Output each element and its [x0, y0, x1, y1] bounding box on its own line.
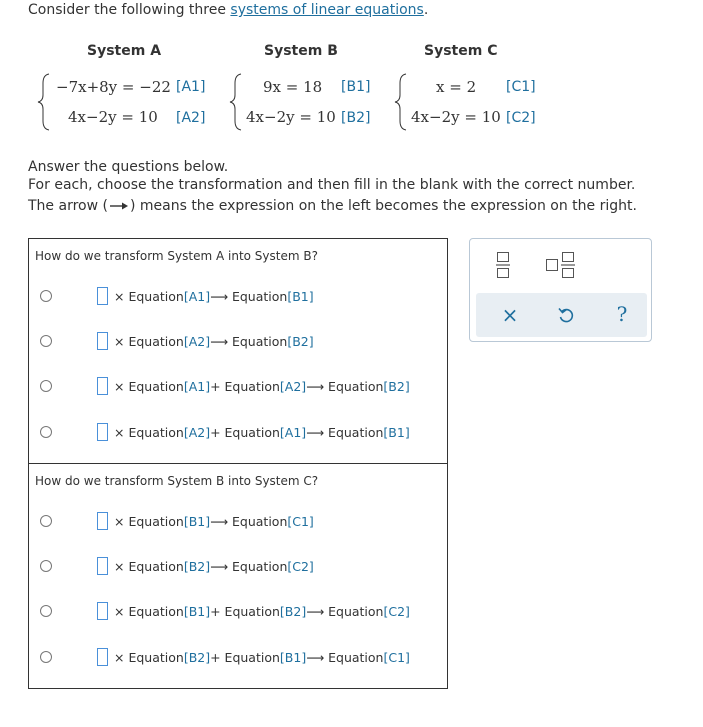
intro-text [28, 2, 428, 18]
question-1-option-2-radio[interactable] [40, 335, 52, 347]
question-1-prompt: How do we transform System A into System B? [35, 249, 318, 263]
math-toolbar-panel [469, 238, 652, 342]
arrow-icon [108, 198, 130, 216]
equation-c2-tag: [C2] [506, 110, 536, 126]
system-c-brace [394, 73, 408, 131]
equation-c1-tag: [C1] [506, 79, 536, 95]
question-1-option-2: × Equation [A2] ⟶ Equation [B2] [97, 332, 314, 350]
question-2-option-4-radio[interactable] [40, 651, 52, 663]
question-1-option-4: × Equation [A2] + Equation [A1] ⟶ Equation [B1] [97, 423, 410, 441]
mixed-number-icon[interactable] [544, 251, 578, 279]
equation-c1: x = 2 [436, 78, 477, 96]
intro-prefix: Consider the following three [28, 2, 231, 18]
question-2-box [28, 463, 448, 689]
question-2-option-2-blank[interactable] [97, 557, 108, 575]
undo-icon[interactable] [554, 303, 578, 327]
system-c-title: System C [424, 43, 498, 59]
instructions-line-2: For each, choose the transformation and then fill in the blank with the correct number. [28, 177, 636, 193]
question-1-option-3: × Equation [A1] + Equation [A2] ⟶ Equation [B2] [97, 377, 410, 395]
help-icon[interactable]: ? [616, 302, 628, 326]
question-1-option-1-radio[interactable] [40, 290, 52, 302]
equation-a1: −7x+8y = −22 [56, 78, 171, 96]
question-2-option-1-blank[interactable] [97, 512, 108, 530]
system-a-brace [37, 73, 51, 131]
system-b-brace [229, 73, 243, 131]
system-a-title: System A [87, 43, 162, 59]
equation-b2-tag: [B2] [341, 110, 371, 126]
clear-icon[interactable]: × [501, 303, 519, 327]
instructions-line-3: The arrow ( ) means the expression on the left becomes the expression on the right. [28, 198, 637, 214]
equation-a2-tag: [A2] [176, 110, 206, 126]
systems-link[interactable]: systems of linear equations [230, 2, 424, 18]
system-b-title: System B [264, 43, 338, 59]
question-1-option-2-blank[interactable] [97, 332, 108, 350]
equation-b1: 9x = 18 [263, 78, 323, 96]
equation-b1-tag: [B1] [341, 79, 371, 95]
question-2-option-4: × Equation [B2] + Equation [B1] ⟶ Equation [C1] [97, 648, 410, 666]
question-1-box [28, 238, 448, 464]
question-2-option-4-blank[interactable] [97, 648, 108, 666]
equation-a1-tag: [A1] [176, 79, 206, 95]
question-1-option-4-blank[interactable] [97, 423, 108, 441]
question-2-option-1: × Equation [B1] ⟶ Equation [C1] [97, 512, 314, 530]
instructions-line-1: Answer the questions below. [28, 159, 229, 175]
question-1-option-1: × Equation [A1] ⟶ Equation [B1] [97, 287, 314, 305]
question-2-prompt: How do we transform System B into System C? [35, 474, 319, 488]
question-2-option-3: × Equation [B1] + Equation [B2] ⟶ Equation [C2] [97, 602, 410, 620]
question-1-option-3-radio[interactable] [40, 380, 52, 392]
equation-b2: 4x−2y = 10 [246, 108, 336, 126]
question-2-option-3-radio[interactable] [40, 605, 52, 617]
question-1-option-4-radio[interactable] [40, 426, 52, 438]
question-2-option-2-radio[interactable] [40, 560, 52, 572]
fraction-icon[interactable] [492, 251, 514, 279]
panel-action-bar [476, 293, 647, 337]
question-2-option-3-blank[interactable] [97, 602, 108, 620]
question-2-option-1-radio[interactable] [40, 515, 52, 527]
instructions [28, 158, 637, 215]
intro-suffix: . [423, 2, 429, 18]
equation-c2: 4x−2y = 10 [411, 108, 501, 126]
question-1-option-3-blank[interactable] [97, 377, 108, 395]
question-1-option-1-blank[interactable] [97, 287, 108, 305]
question-2-option-2: × Equation [B2] ⟶ Equation [C2] [97, 557, 314, 575]
equation-a2: 4x−2y = 10 [68, 108, 158, 126]
